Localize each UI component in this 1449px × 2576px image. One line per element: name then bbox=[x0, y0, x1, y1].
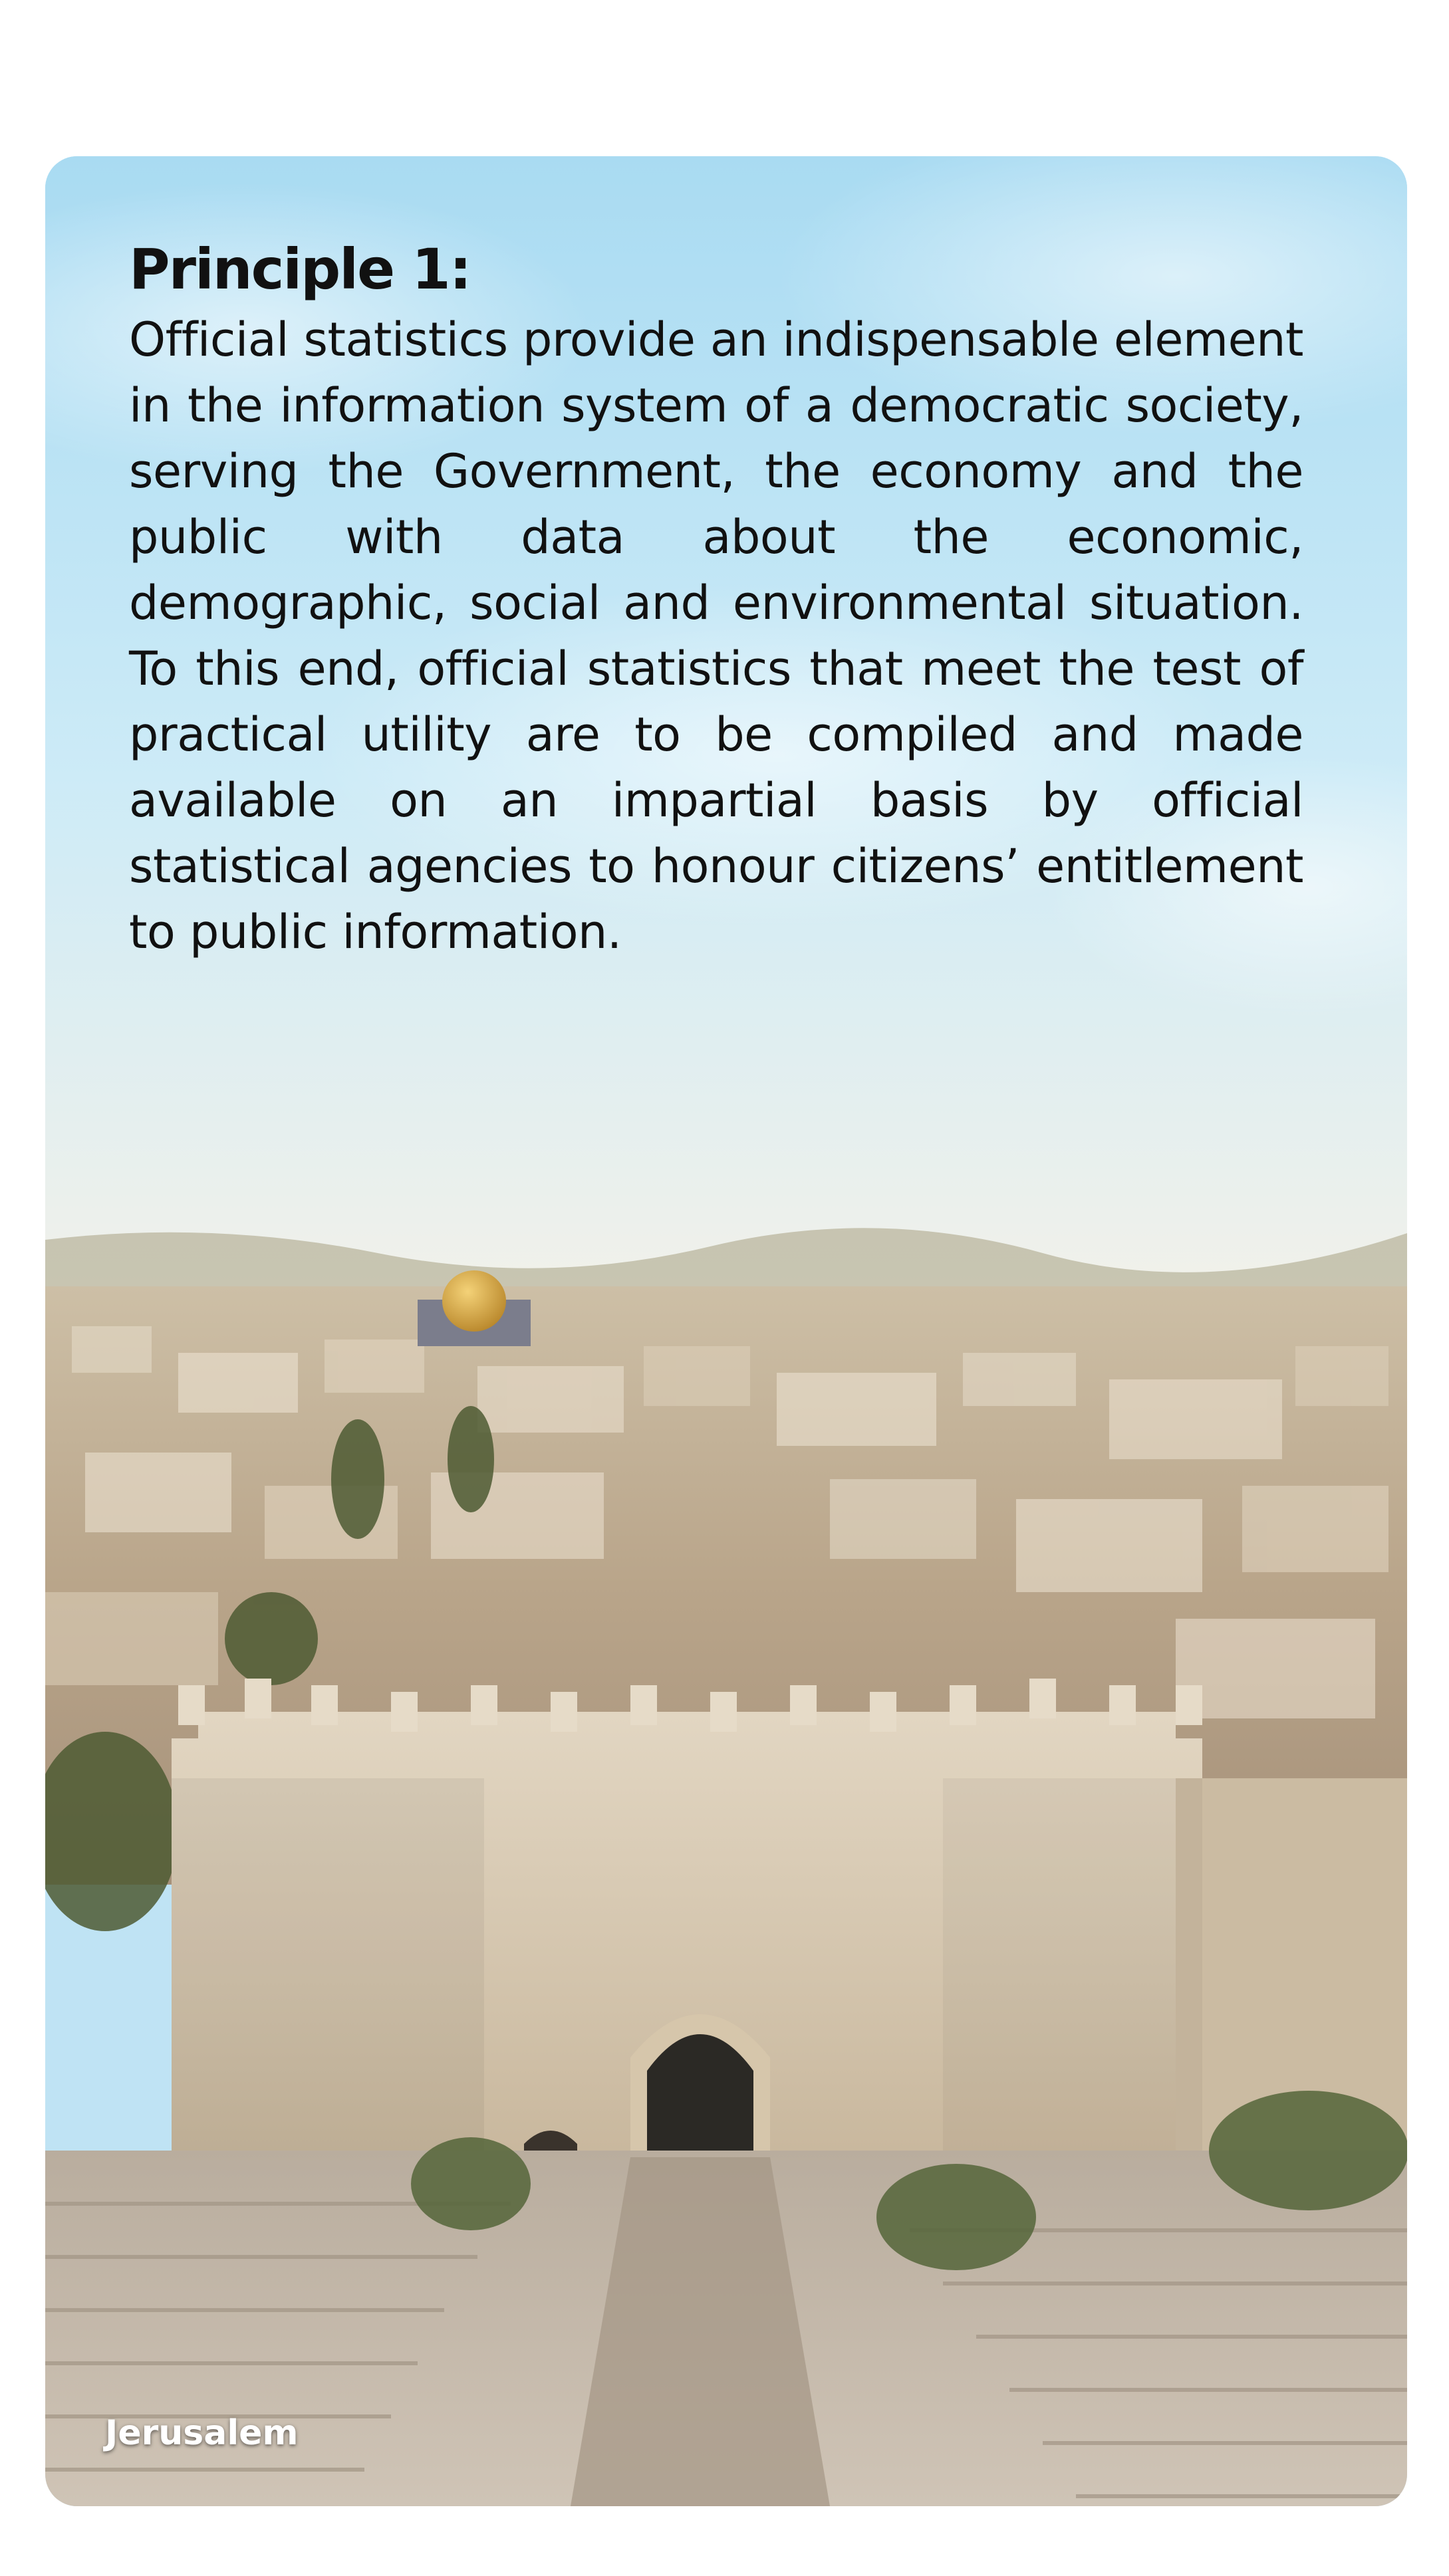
photo-caption: Jerusalem bbox=[105, 2413, 299, 2453]
principle-text-block bbox=[129, 235, 1303, 965]
principle-card bbox=[45, 156, 1407, 2506]
principle-body: Official statistics provide an indispensable element in the information system of a democratic society, serving the Government, the economy and the public with data about the economic, demographic, social and environmental situation. To this end, official statistics that meet the test of practical utility are to be compiled and made available on an impartial basis by official statistical agencies to honour citizens’ entitlement to public information. bbox=[129, 312, 1303, 959]
principle-heading: Principle 1: bbox=[129, 237, 471, 302]
